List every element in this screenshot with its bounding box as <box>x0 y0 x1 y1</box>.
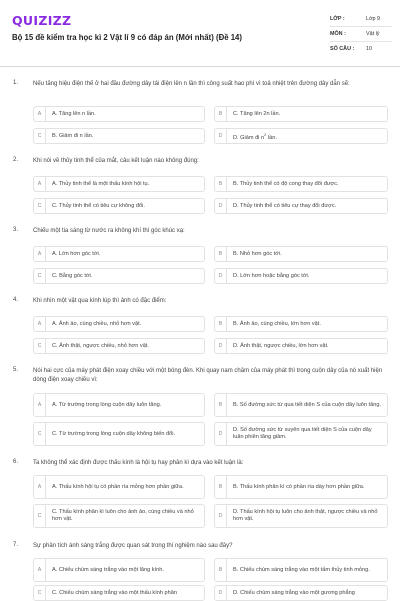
option-letter: D <box>215 129 227 143</box>
option-letter: C <box>34 586 46 600</box>
option-text: A. Tăng lên n lần. <box>52 110 96 117</box>
option-text: C. Bằng góc tới. <box>52 272 93 279</box>
option-a[interactable] <box>33 246 205 262</box>
option-letter: B <box>215 559 227 581</box>
option-text: C. Tăng lên 2n lần. <box>233 110 281 117</box>
option-text: A. Chiếu chùm sáng trắng vào một lăng kính. <box>52 566 164 573</box>
option-b[interactable] <box>214 246 388 262</box>
option-d[interactable] <box>214 422 388 446</box>
option-d[interactable] <box>214 504 388 528</box>
option-c[interactable] <box>33 585 205 601</box>
option-text: D. Ảnh thật, ngược chiều, lớn hơn vật. <box>233 342 329 349</box>
option-letter: A <box>34 476 46 498</box>
option-a[interactable] <box>33 106 205 122</box>
option-d[interactable] <box>214 585 388 601</box>
option-a[interactable] <box>33 176 205 192</box>
option-text: B. Ảnh ảo, cùng chiều, lớn hơn vật. <box>233 320 321 327</box>
option-b[interactable] <box>214 393 388 417</box>
question-text: Nói hai cực của máy phát điện xoay chiều với một bóng đèn. Khi quay nam châm của máy phát thì trong cuộn dây của nó xuất hiện dòng điện xoay chiều vì: <box>33 368 383 383</box>
meta-value: 10 <box>366 46 372 52</box>
option-text: A. Lớn hơn góc tới. <box>52 250 101 257</box>
option-text: C. Ảnh thật, ngược chiều, nhỏ hơn vật. <box>52 342 149 349</box>
option-text: C. Thủy tinh thể có tiêu cự không đổi. <box>52 202 145 209</box>
question-text: Chiếu một tia sáng từ nước ra không khí thì góc khúc xạ: <box>33 228 185 234</box>
option-letter: D <box>215 199 227 213</box>
option-text-tail: lần. <box>266 134 277 141</box>
option-d[interactable] <box>214 268 388 284</box>
question-number: 6. <box>13 459 19 465</box>
quizizz-logo: QUIZIZZ <box>12 13 72 28</box>
option-text: A. Từ trường trong lòng cuộn dây luôn tăng. <box>52 401 162 408</box>
option-letter: A <box>34 107 46 121</box>
option-text-main: D. Giảm đi n <box>233 134 265 141</box>
meta-value: Vật lý <box>366 31 380 37</box>
option-text: A. Thấu kính hội tụ có phần rìa mỏng hơn phần giữa. <box>52 483 184 490</box>
option-letter: A <box>34 177 46 191</box>
option-c[interactable] <box>33 422 205 446</box>
option-c[interactable] <box>33 504 205 528</box>
exponent: 2 <box>264 131 267 137</box>
option-text: C. Từ trường trong lòng cuộn dây không biến đổi. <box>52 430 176 437</box>
question-text: Ta không thể xác định được thấu kính là hội tụ hay phân kì dựa vào kết luận là: <box>33 460 244 466</box>
option-text: B. Nhỏ hơn góc tới. <box>233 250 282 257</box>
option-text: B. Thủy tinh thể có độ cong thay đổi được. <box>233 180 339 187</box>
option-letter: A <box>34 394 46 416</box>
option-text: B. Giảm đi n lần. <box>52 132 94 139</box>
option-c[interactable] <box>33 198 205 214</box>
option-text: C. Thấu kính phân kì luôn cho ảnh ảo, cùng chiều và nhỏ hơn vật. <box>52 509 194 522</box>
meta-row-count <box>330 42 392 56</box>
option-text: C. Chiếu chùm sáng trắng vào một thấu kính phân <box>52 589 178 596</box>
option-b[interactable] <box>214 176 388 192</box>
question-text: Sự phân tích ánh sáng trắng được quan sát trong thí nghiệm nào sau đây? <box>33 543 233 549</box>
option-letter: C <box>34 199 46 213</box>
option-text: B. Số đường sức từ qua tiết diện S của cuộn dây luôn tăng. <box>233 401 381 408</box>
option-letter: B <box>215 107 227 121</box>
option-b[interactable] <box>214 316 388 332</box>
option-b[interactable] <box>214 475 388 499</box>
option-a[interactable] <box>33 393 205 417</box>
question-text: Nếu tăng hiệu điện thế ở hai đầu đường dây tải điện lên n lần thì công suất hao phí vì toả nhiệt trên đường dây dẫn sẽ: <box>33 81 350 87</box>
meta-value: Lớp 9 <box>366 16 381 22</box>
option-letter: B <box>215 476 227 498</box>
question-number: 7. <box>13 542 19 548</box>
question-number: 5. <box>13 367 19 373</box>
meta-row-subject <box>330 27 392 42</box>
question-number: 3. <box>13 227 19 233</box>
option-letter: A <box>34 247 46 261</box>
option-c[interactable] <box>33 128 205 144</box>
option-letter: D <box>215 423 227 445</box>
option-letter: B <box>215 247 227 261</box>
worksheet-title: Bộ 15 đề kiểm tra học kì 2 Vật lí 9 có đáp án (Mới nhất) (Đề 14) <box>12 33 242 42</box>
option-text: D. Thấu kính hội tụ luôn cho ảnh thật, ngược chiều và nhỏ hơn vật. <box>233 509 378 522</box>
option-letter: D <box>215 269 227 283</box>
option-text: D. Chiếu chùm sáng trắng vào một gương phẳng <box>233 589 355 596</box>
option-text: D. Lớn hơn hoặc bằng góc tới. <box>233 272 310 279</box>
option-c[interactable] <box>33 338 205 354</box>
option-letter: C <box>34 423 46 445</box>
option-letter: D <box>215 339 227 353</box>
option-letter: C <box>34 269 46 283</box>
question-number: 2. <box>13 157 19 163</box>
question-text: Khi nói về thủy tinh thể của mắt, câu kết luận nào không đúng: <box>33 158 199 164</box>
option-letter: D <box>215 505 227 527</box>
option-a[interactable] <box>33 316 205 332</box>
option-letter: C <box>34 339 46 353</box>
option-b[interactable] <box>214 558 388 582</box>
meta-table <box>330 12 392 56</box>
option-text: D. Thủy tinh thể có tiêu cự thay đổi được. <box>233 202 337 209</box>
option-a[interactable] <box>33 475 205 499</box>
option-letter: A <box>34 317 46 331</box>
option-b[interactable] <box>214 106 388 122</box>
option-text: B. Chiếu chùm sáng trắng vào một tấm thủy tinh mỏng. <box>233 566 370 573</box>
option-text: D. Số đường sức từ xuyên qua tiết diện S của cuộn dây luân phiên tăng giảm. <box>233 427 372 440</box>
option-text: A. Ảnh ảo, cùng chiều, nhỏ hơn vật. <box>52 320 142 327</box>
option-d[interactable] <box>214 128 388 144</box>
meta-label: MÔN : <box>330 31 346 37</box>
meta-label: SỐ CÂU : <box>330 46 355 52</box>
option-text: B. Thấu kính phân kì có phần rìa dày hơn phần giữa. <box>233 483 365 490</box>
option-letter: C <box>34 505 46 527</box>
meta-row-grade <box>330 12 392 27</box>
option-c[interactable] <box>33 268 205 284</box>
option-letter: C <box>34 129 46 143</box>
option-letter: D <box>215 586 227 600</box>
option-letter: B <box>215 394 227 416</box>
meta-label: LỚP : <box>330 16 345 22</box>
option-d[interactable] <box>214 338 388 354</box>
option-letter: B <box>215 177 227 191</box>
option-text: A. Thủy tinh thể là một thấu kính hội tụ. <box>52 180 150 187</box>
option-d[interactable] <box>214 198 388 214</box>
option-letter: B <box>215 317 227 331</box>
question-text: Khi nhìn một vật qua kính lúp thì ảnh có đặc điểm: <box>33 298 167 304</box>
option-text <box>227 131 283 142</box>
worksheet-header <box>0 0 400 67</box>
question-number: 4. <box>13 297 19 303</box>
option-a[interactable] <box>33 558 205 582</box>
question-number: 1. <box>13 80 19 86</box>
option-letter: A <box>34 559 46 581</box>
